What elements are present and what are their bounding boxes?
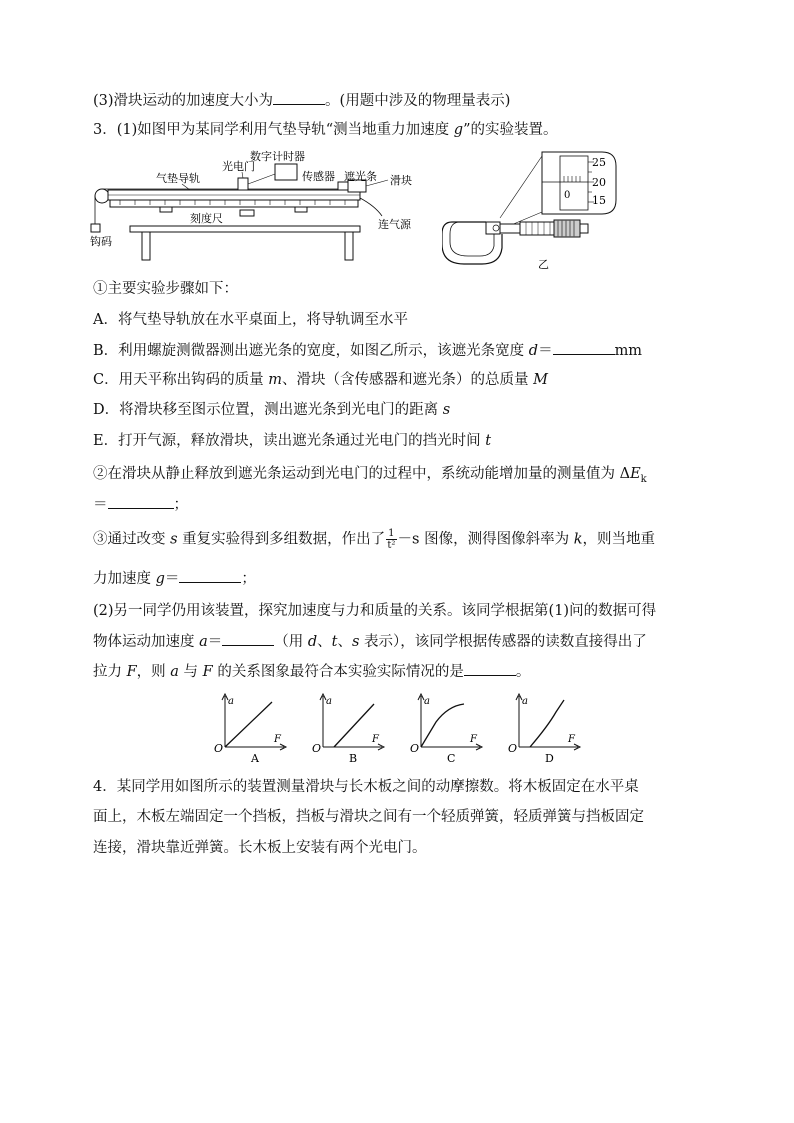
option-label: B [349,752,358,765]
answer-blank[interactable] [108,494,174,509]
graph-option-C [410,694,482,765]
photogate-icon [238,178,248,190]
axis-x-label: F [372,734,379,745]
table-top [130,226,360,232]
graph-curve [334,704,374,747]
axis-x-label: F [470,734,477,745]
step-d: D．将滑块移至图示位置，测出遮光条到光电门的距离 s [93,402,451,418]
origin-label: O [214,742,224,755]
q4-line2: 面上，木板左端固定一个挡板，挡板与滑块之间有一个轻质弹簧，轻质弹簧与挡板固定 [93,809,644,825]
figure-yi-caption: 乙 [538,258,549,271]
graph-curve [225,702,272,747]
q3-intro: 3．(1)如图甲为某同学利用气垫导轨“测当地重力加速度 g”的实验装置。 [93,122,558,138]
answer-blank[interactable] [179,568,241,583]
step-intro: ①主要实验步骤如下： [93,281,238,297]
axis-y-label: a [326,696,332,707]
axis-x-label: F [568,734,575,745]
step-e: E．打开气源，释放滑块，读出遮光条通过光电门的挡光时间 t [93,433,492,449]
q3-part2-line3: 拉力 F，则 a 与 F 的关系图象最符合本实验实际情况的是 。 [93,661,530,682]
origin-label: O [410,742,420,755]
origin-label: O [508,742,518,755]
graph-option-A [214,694,286,765]
shading-strip-label: 遮光条 [344,170,377,183]
slider-label: 滑块 [390,174,412,187]
digital-timer-label: 数字计时器 [250,150,305,163]
hook-weight-label: 钩码 [90,235,112,248]
axis-y-label: a [522,696,528,707]
answer-blank[interactable] [464,661,516,676]
graph-option-B [312,694,384,765]
q3-item3-line2: 力加速度 g＝ ； [93,568,256,589]
air-track-figure [90,148,430,270]
graph-curve [421,704,464,747]
ruler-label: 刻度尺 [190,212,223,225]
graph-option-D [508,694,580,765]
q3-item2-line2: ＝ ； [93,494,188,515]
graph-curve [530,700,564,747]
scale-0: 0 [564,190,571,201]
step-b: B．利用螺旋测微器测出遮光条的宽度，如图乙所示，该遮光条宽度 d＝ mm [93,340,642,361]
axis-y-label: a [424,696,430,707]
scale-20: 20 [592,176,606,189]
micrometer-figure [442,148,620,272]
option-label: A [251,752,259,765]
pulley-icon [95,189,109,203]
air-track-label: 气垫导轨 [156,172,200,185]
option-label: D [545,752,554,765]
fraction-1-over-t2: $\frac{1}{\text{t²}}$ [387,528,396,551]
air-source-label: 连气源 [378,218,411,231]
q3-item3-line1: ③通过改变 s 重复实验得到多组数据，作出了 $\frac{1}{\text{t²}}$ －s 图像，测得图像斜率为 k，则当地重 [93,528,656,551]
photogate-label: 光电门 [222,160,255,173]
q2-part3-line: (3)滑块运动的加速度大小为 。(用题中涉及的物理量表示) [93,90,510,111]
hook-weight-icon [91,224,100,232]
q3-item2-line1: ②在滑块从静止释放到遮光条运动到光电门的过程中，系统动能增加量的测量值为 $\Delta E_k$ [93,466,647,485]
q3-part2-line2: 物体运动加速度 a＝ （用 d、t、s 表示），该同学根据传感器的读数直接得出了 [93,631,647,652]
step-c: C．用天平称出钩码的质量 m、滑块（含传感器和遮光条）的总质量 M [93,372,548,388]
q3-part2-line1: (2)另一同学仍用该装置，探究加速度与力和质量的关系。该同学根据第(1)问的数据可得 [93,603,657,619]
answer-blank[interactable] [222,631,274,646]
option-label: C [447,752,456,765]
q4-line1: 4．某同学用如图所示的装置测量滑块与长木板之间的动摩擦数。将木板固定在水平桌 [93,779,639,795]
step-a: A．将气垫导轨放在水平桌面上，将导轨调至水平 [93,312,408,328]
axis-x-label: F [274,734,281,745]
answer-blank[interactable] [273,90,325,105]
scale-25: 25 [592,156,606,169]
digital-timer-icon [275,164,297,180]
graph-options [208,692,588,766]
sensor-icon [338,182,348,190]
q4-line3: 连接，滑块靠近弹簧。长木板上安装有两个光电门。 [93,840,427,856]
scale-15: 15 [592,194,606,207]
answer-blank[interactable] [553,340,615,355]
sensor-label: 传感器 [302,170,335,183]
origin-label: O [312,742,322,755]
axis-y-label: a [228,696,234,707]
